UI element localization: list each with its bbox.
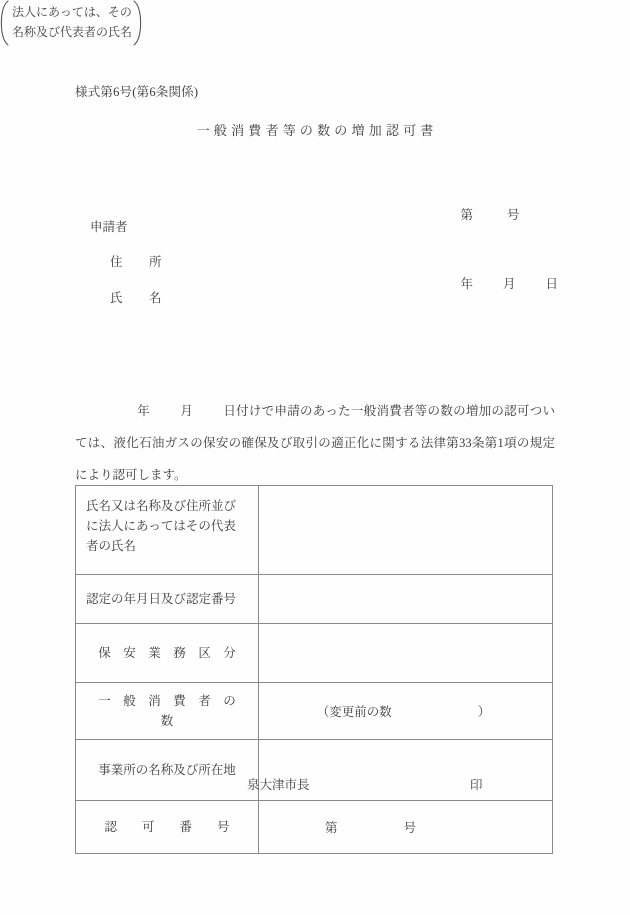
- table-row-permit-number: [76, 801, 553, 854]
- row-value-consumer-count[interactable]: [259, 683, 553, 740]
- previous-count-label: （変更前の数: [316, 705, 392, 719]
- issue-number-line: [460, 204, 558, 227]
- applicant-section-label: 申請者: [90, 220, 128, 234]
- issue-date-line: [460, 273, 558, 296]
- body-date-month: 月: [180, 403, 194, 418]
- issue-date-month: 月: [502, 277, 516, 291]
- row-label-name-address: 氏名又は名称及び住所並びに法人にあってはその代表者の氏名: [76, 486, 259, 575]
- left-brace-icon: [0, 0, 9, 46]
- seal-mark: 印: [470, 778, 483, 792]
- applicant-address-label: 住 所: [110, 255, 169, 269]
- permit-number-value: [269, 818, 542, 836]
- row-value-permit-number[interactable]: [259, 801, 553, 854]
- row-label-office: 事業所の名称及び所在地: [76, 740, 259, 801]
- permit-number-prefix: 第: [325, 821, 338, 835]
- table-row-certification: [76, 575, 553, 624]
- body-text: 日付けで申請のあった一般消費者等の数の増加の認可ついては、液化石油ガスの保安の確保及び取引の適正化に関する法律第33条第1項の規定により認可します。: [75, 403, 555, 482]
- row-label-permit-number: 認 可 番 号: [76, 801, 259, 854]
- body-paragraph: [75, 395, 555, 491]
- corporate-name-note: [0, 0, 630, 46]
- issue-number-prefix: 第: [460, 208, 473, 222]
- previous-count-note: [269, 702, 542, 720]
- signer-title: 泉大津市長: [247, 778, 310, 792]
- row-value-certification[interactable]: [259, 575, 553, 624]
- row-label-safety-category: 保 安 業 務 区 分: [76, 624, 259, 683]
- issue-number-suffix: 号: [506, 208, 520, 222]
- table-row-name-address: [76, 486, 553, 575]
- issue-date-year: 年: [460, 277, 473, 291]
- table-row-safety-category: [76, 624, 553, 683]
- issue-number-date-block: [460, 158, 558, 342]
- row-value-name-address[interactable]: [259, 486, 553, 575]
- permit-number-suffix: 号: [403, 821, 417, 835]
- document-title: 一般消費者等の数の増加認可書: [196, 123, 438, 138]
- corporate-note-text: [9, 0, 133, 46]
- issue-date-day: 日: [545, 277, 558, 291]
- row-label-consumer-count: 一 般 消 費 者 の 数: [76, 683, 259, 740]
- table-row-consumer-count: [76, 683, 553, 740]
- applicant-name-label: 氏 名: [110, 291, 169, 305]
- row-label-certification: 認定の年月日及び認定番号: [76, 575, 259, 624]
- row-value-safety-category[interactable]: [259, 624, 553, 683]
- form-number: 様式第6号(第6条関係): [75, 85, 199, 99]
- right-brace-icon: [133, 0, 142, 46]
- previous-count-close: ）: [477, 705, 491, 719]
- body-date-year: 年: [137, 403, 151, 418]
- corporate-note-line-1: 法人にあっては、その: [12, 5, 132, 19]
- permit-details-table: [75, 485, 553, 854]
- corporate-note-line-2: 名称及び代表者の氏名: [12, 25, 133, 39]
